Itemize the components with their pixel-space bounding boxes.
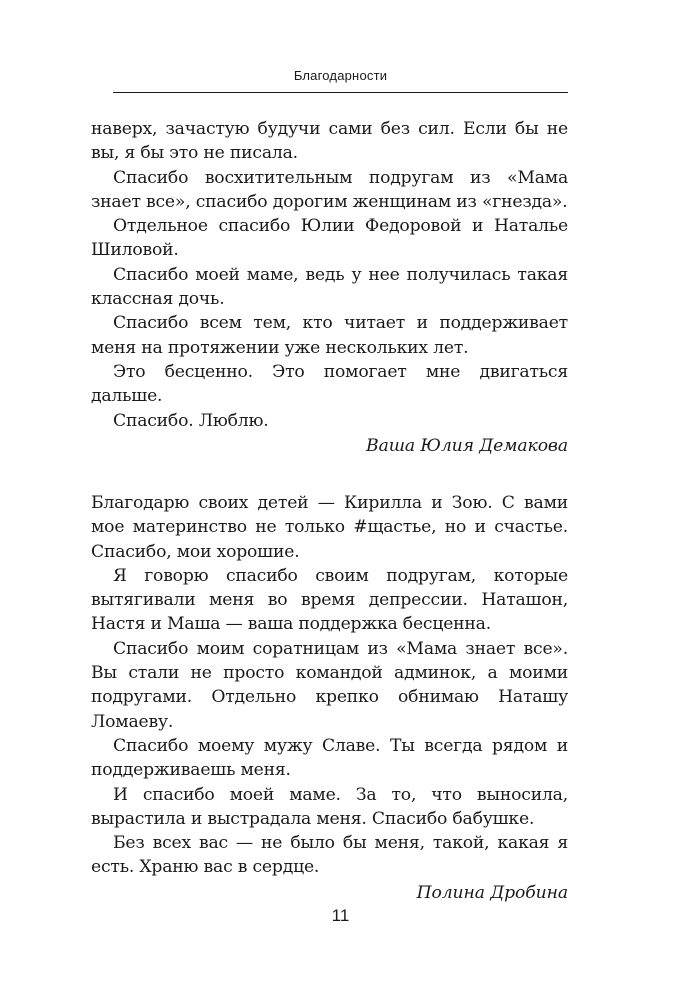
running-head: Благодарности	[293, 68, 388, 83]
paragraph: Это бесценно. Это помогает мне двигаться дальше.	[91, 361, 568, 407]
paragraph: Я говорю спасибо своим подругам, которые вытягивали меня во время депрессии. Наташон, Настя и Маша — ваша поддержка бесценна.	[91, 565, 568, 635]
acknowledgement-section-2	[91, 491, 568, 905]
acknowledgement-section-1	[91, 117, 568, 458]
signature: Ваша Юлия Демакова	[366, 435, 568, 456]
paragraph: Спасибо всем тем, кто читает и поддерживает меня на протяжении уже нескольких лет.	[91, 313, 568, 358]
paragraph: И спасибо моей маме. За то, что выносила, вырастила и выстрадала меня. Спасибо бабушке.	[91, 784, 568, 829]
paragraph: Спасибо моему мужу Славе. Ты всегда рядом и поддерживаешь меня.	[91, 735, 568, 781]
paragraph: Отдельное спасибо Юлии Федоровой и Наталье Шиловой.	[91, 216, 568, 261]
signature: Полина Дробина	[416, 882, 568, 903]
page-number: 11	[331, 906, 350, 925]
paragraph: Спасибо восхитительным подругам из «Мама знает все», спасибо дорогим женщинам из «гнезда».	[91, 167, 568, 212]
paragraph: Спасибо. Люблю.	[113, 410, 269, 431]
paragraph: Без всех вас — не было бы меня, такой, какая я есть. Храню вас в сердце.	[91, 833, 568, 878]
paragraph: Спасибо моей маме, ведь у нее получилась такая классная дочь.	[91, 264, 568, 310]
paragraph: наверх, зачастую будучи сами без сил. Если бы не вы, я бы это не писала.	[91, 119, 568, 164]
paragraph: Благодарю своих детей — Кирилла и Зою. С вами мое материнство не только #щастье, но и счастье. Спасибо, мои хорошие.	[91, 493, 568, 562]
paragraph: Спасибо моим соратницам из «Мама знает все». Вы стали не просто командой админок, а моими подругами. Отдельно крепко обнимаю Наташу Ломаеву.	[91, 638, 568, 732]
header-rule	[113, 92, 568, 93]
